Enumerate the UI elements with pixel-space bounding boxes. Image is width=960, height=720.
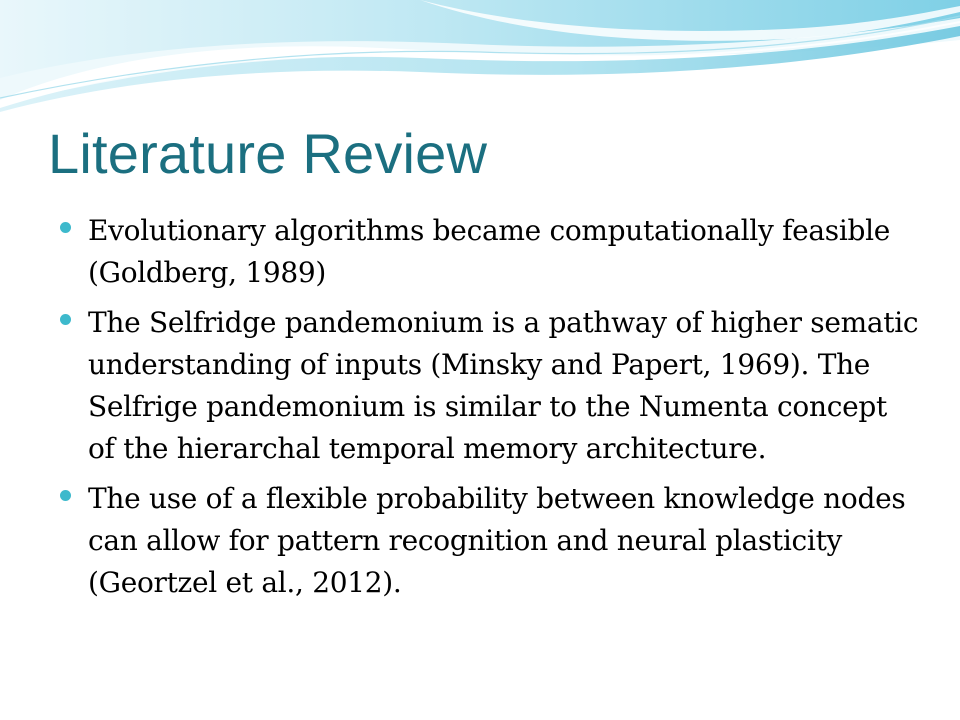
bullet-text: The Selfridge pandemonium is a pathway of higher sematic understanding of inputs (Minsky and Papert, 1969). The Selfrige pandemonium is similar to the Numenta concept of the hierarchal temporal memory architecture.	[88, 306, 919, 465]
bullet-dot-icon	[60, 490, 71, 501]
bullet-text: The use of a flexible probability between knowledge nodes can allow for pattern recognition and neural plasticity (Geortzel et al., 2012).	[88, 482, 906, 599]
bullet-list	[60, 210, 920, 612]
bullet-text: Evolutionary algorithms became computationally feasible (Goldberg, 1989)	[88, 214, 891, 289]
bullet-dot-icon	[60, 222, 71, 233]
bullet-dot-icon	[60, 314, 71, 325]
bullet-item	[60, 478, 920, 604]
bullet-item	[60, 210, 920, 294]
slide-title: Literature Review	[48, 122, 488, 185]
bullet-item	[60, 302, 920, 470]
header-wave-decoration	[0, 0, 960, 130]
